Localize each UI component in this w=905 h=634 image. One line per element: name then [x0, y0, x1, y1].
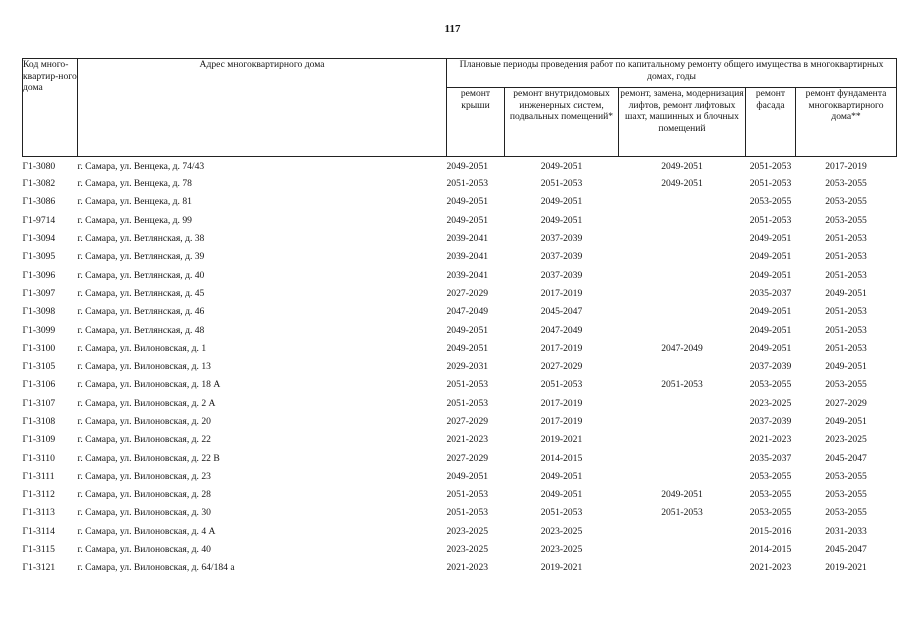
systems-repair-cell: 2017-2019 [540, 416, 583, 427]
facade-repair-cell: 2051-2053 [749, 178, 792, 190]
lift-repair-cell: 2047-2049 [661, 342, 703, 354]
facade-repair-cell: 2053-2055 [749, 379, 792, 391]
roof-repair-cell: 2021-2023 [446, 562, 489, 574]
roof-repair-cell: 2049-2051 [446, 342, 489, 354]
systems-repair-cell: 2049-2051 [540, 214, 583, 226]
facade-repair-cell: 2037-2039 [749, 361, 792, 373]
table-body [23, 157, 897, 578]
lift-repair-cell [619, 211, 746, 229]
lift-repair-cell [619, 266, 746, 284]
facade-repair-cell: 2021-2023 [749, 562, 792, 574]
foundation-repair-cell: 2051-2053 [825, 306, 867, 318]
building-code-cell: Г1-9714 [22, 214, 56, 226]
header-lifts: ремонт, замена, модернизация лифтов, ремонт лифтовых шахт, машинных и блочных помещений [619, 88, 746, 157]
roof-repair-cell: 2027-2029 [446, 287, 489, 299]
building-code-cell: Г1-3097 [22, 287, 56, 299]
foundation-repair-cell: 2051-2053 [825, 251, 867, 263]
address-cell: г. Самара, ул. Ветлянская, д. 40 [77, 269, 205, 281]
roof-repair-cell: 2021-2023 [446, 434, 489, 446]
facade-repair-cell: 2049-2051 [749, 233, 792, 245]
table-row [23, 266, 897, 284]
lift-repair-cell [619, 522, 746, 540]
systems-repair-cell: 2014-2015 [540, 452, 583, 464]
roof-repair-cell: 2051-2053 [446, 178, 489, 190]
facade-repair-cell: 2049-2051 [749, 342, 792, 354]
header-roof: ремонт крыши [447, 88, 505, 157]
table-header [23, 59, 897, 157]
facade-repair-cell: 2051-2053 [749, 214, 792, 226]
lift-repair-cell [619, 358, 746, 376]
foundation-repair-cell: 2017-2019 [825, 160, 867, 172]
lift-repair-cell [619, 431, 746, 449]
table-row [23, 248, 897, 266]
header-address: Адрес многоквартирного дома [78, 59, 447, 157]
lift-repair-cell [619, 394, 746, 412]
lift-repair-cell [619, 468, 746, 486]
address-cell: г. Самара, ул. Венцека, д. 81 [77, 196, 192, 208]
facade-repair-cell: 2049-2051 [749, 306, 792, 318]
roof-repair-cell: 2027-2029 [446, 452, 489, 464]
table-row [23, 522, 897, 540]
building-code-cell: Г1-3112 [22, 489, 55, 501]
table-row [23, 394, 897, 412]
systems-repair-cell: 2019-2021 [540, 562, 583, 574]
systems-repair-cell: 2049-2051 [540, 196, 583, 208]
systems-repair-cell: 2045-2047 [540, 306, 583, 318]
table-row [23, 175, 897, 193]
address-cell: г. Самара, ул. Ветлянская, д. 39 [77, 251, 205, 263]
lift-repair-cell [619, 541, 746, 559]
systems-repair-cell: 2027-2029 [540, 361, 583, 373]
foundation-repair-cell: 2045-2047 [825, 544, 867, 556]
roof-repair-cell: 2039-2041 [446, 233, 489, 245]
address-cell: г. Самара, ул. Вилоновская, д. 22 В [77, 452, 220, 464]
address-cell: г. Самара, ул. Венцека, д. 78 [77, 178, 192, 190]
lift-repair-cell: 2051-2053 [661, 507, 703, 519]
address-cell: г. Самара, ул. Вилоновская, д. 30 [77, 507, 211, 519]
lift-repair-cell [619, 413, 746, 431]
roof-repair-cell: 2051-2053 [446, 397, 489, 409]
table-row [23, 321, 897, 339]
foundation-repair-cell: 2051-2053 [825, 233, 867, 245]
building-code-cell: Г1-3099 [22, 324, 56, 336]
lift-repair-cell [619, 559, 746, 577]
table-row [23, 285, 897, 303]
lift-repair-cell [619, 449, 746, 467]
building-code-cell: Г1-3096 [22, 269, 56, 281]
facade-repair-cell: 2035-2037 [749, 452, 792, 464]
foundation-repair-cell: 2053-2055 [825, 379, 867, 391]
header-periods: Плановые периоды проведения работ по капитальному ремонту общего имущества в многоквартирных домах, годы [447, 59, 897, 88]
building-code-cell: Г1-3109 [22, 434, 56, 446]
foundation-repair-cell: 2053-2055 [825, 470, 867, 482]
roof-repair-cell: 2051-2053 [446, 507, 489, 519]
address-cell: г. Самара, ул. Вилоновская, д. 40 [77, 544, 211, 556]
header-code: Код много-квартир-ного дома [23, 59, 78, 157]
header-foundation: ремонт фундамента многоквартирного дома** [796, 88, 897, 157]
facade-repair-cell: 2015-2016 [749, 525, 792, 537]
address-cell: г. Самара, ул. Ветлянская, д. 38 [77, 233, 205, 245]
foundation-repair-cell: 2023-2025 [825, 434, 867, 446]
table-row [23, 339, 897, 357]
lift-repair-cell [619, 303, 746, 321]
address-cell: г. Самара, ул. Венцека, д. 99 [77, 214, 192, 226]
table-row [23, 358, 897, 376]
address-cell: г. Самара, ул. Вилоновская, д. 23 [77, 470, 211, 482]
systems-repair-cell: 2049-2051 [540, 489, 583, 501]
lift-repair-cell: 2049-2051 [661, 178, 703, 190]
lift-repair-cell: 2051-2053 [661, 379, 703, 391]
lift-repair-cell [619, 230, 746, 248]
building-code-cell: Г1-3113 [22, 507, 55, 519]
foundation-repair-cell: 2049-2051 [825, 287, 867, 299]
table-row [23, 431, 897, 449]
roof-repair-cell: 2049-2051 [446, 160, 489, 172]
foundation-repair-cell: 2053-2055 [825, 507, 867, 519]
systems-repair-cell: 2051-2053 [540, 507, 583, 519]
roof-repair-cell: 2039-2041 [446, 269, 489, 281]
roof-repair-cell: 2027-2029 [446, 416, 489, 427]
foundation-repair-cell: 2051-2053 [825, 342, 867, 354]
address-cell: г. Самара, ул. Вилоновская, д. 22 [77, 434, 211, 446]
roof-repair-cell: 2051-2053 [446, 379, 489, 391]
systems-repair-cell: 2023-2025 [540, 525, 583, 537]
address-cell: г. Самара, ул. Вилоновская, д. 13 [77, 361, 211, 373]
header-systems: ремонт внутридомовых инженерных систем, подвальных помещений* [505, 88, 619, 157]
lift-repair-cell [619, 193, 746, 211]
foundation-repair-cell: 2049-2051 [825, 361, 867, 373]
foundation-repair-cell: 2053-2055 [825, 196, 867, 208]
facade-repair-cell: 2053-2055 [749, 489, 792, 501]
facade-repair-cell: 2014-2015 [749, 544, 792, 556]
table-row [23, 541, 897, 559]
facade-repair-cell: 2051-2053 [749, 160, 792, 172]
building-code-cell: Г1-3115 [22, 544, 55, 556]
address-cell: г. Самара, ул. Вилоновская, д. 4 А [77, 525, 216, 537]
facade-repair-cell: 2053-2055 [749, 470, 792, 482]
table-row [23, 376, 897, 394]
roof-repair-cell: 2049-2051 [446, 196, 489, 208]
building-code-cell: Г1-3094 [22, 233, 56, 245]
lift-repair-cell: 2049-2051 [661, 160, 703, 172]
facade-repair-cell: 2049-2051 [749, 269, 792, 281]
address-cell: г. Самара, ул. Вилоновская, д. 20 [77, 416, 211, 427]
roof-repair-cell: 2051-2053 [446, 489, 489, 501]
lift-repair-cell: 2049-2051 [661, 489, 703, 501]
foundation-repair-cell: 2027-2029 [825, 397, 867, 409]
address-cell: г. Самара, ул. Вилоновская, д. 2 А [77, 397, 216, 409]
foundation-repair-cell: 2053-2055 [825, 178, 867, 190]
table-row [23, 211, 897, 229]
roof-repair-cell: 2049-2051 [446, 324, 489, 336]
systems-repair-cell: 2037-2039 [540, 233, 583, 245]
lift-repair-cell [619, 248, 746, 266]
foundation-repair-cell: 2053-2055 [825, 489, 867, 501]
building-code-cell: Г1-3098 [22, 306, 56, 318]
address-cell: г. Самара, ул. Ветлянская, д. 45 [77, 287, 205, 299]
systems-repair-cell: 2049-2051 [540, 160, 583, 172]
building-code-cell: Г1-3110 [22, 452, 55, 464]
building-code-cell: Г1-3095 [22, 251, 56, 263]
table-row [23, 157, 897, 175]
building-code-cell: Г1-3111 [22, 470, 55, 482]
table-row [23, 303, 897, 321]
foundation-repair-cell: 2051-2053 [825, 269, 867, 281]
foundation-repair-cell: 2045-2047 [825, 452, 867, 464]
systems-repair-cell: 2051-2053 [540, 379, 583, 391]
address-cell: г. Самара, ул. Венцека, д. 74/43 [77, 160, 205, 172]
roof-repair-cell: 2049-2051 [446, 470, 489, 482]
roof-repair-cell: 2049-2051 [446, 214, 489, 226]
address-cell: г. Самара, ул. Вилоновская, д. 18 А [77, 379, 221, 391]
lift-repair-cell [619, 321, 746, 339]
foundation-repair-cell: 2019-2021 [825, 562, 867, 574]
table-row [23, 193, 897, 211]
building-code-cell: Г1-3080 [22, 160, 56, 172]
systems-repair-cell: 2023-2025 [540, 544, 583, 556]
building-code-cell: Г1-3106 [22, 379, 56, 391]
foundation-repair-cell: 2049-2051 [825, 416, 867, 427]
address-cell: г. Самара, ул. Ветлянская, д. 46 [77, 306, 205, 318]
systems-repair-cell: 2019-2021 [540, 434, 583, 446]
building-code-cell: Г1-3114 [22, 525, 55, 537]
facade-repair-cell: 2049-2051 [749, 324, 792, 336]
repair-plan-table [22, 58, 897, 577]
building-code-cell: Г1-3100 [22, 342, 56, 354]
systems-repair-cell: 2047-2049 [540, 324, 583, 336]
foundation-repair-cell: 2031-2033 [825, 525, 867, 537]
building-code-cell: Г1-3105 [22, 361, 56, 373]
table-row [23, 486, 897, 504]
roof-repair-cell: 2023-2025 [446, 544, 489, 556]
roof-repair-cell: 2023-2025 [446, 525, 489, 537]
table-row [23, 468, 897, 486]
systems-repair-cell: 2017-2019 [540, 287, 583, 299]
table-row [23, 230, 897, 248]
systems-repair-cell: 2037-2039 [540, 269, 583, 281]
systems-repair-cell: 2017-2019 [540, 397, 583, 409]
building-code-cell: Г1-3108 [22, 416, 56, 427]
systems-repair-cell: 2049-2051 [540, 470, 583, 482]
building-code-cell: Г1-3082 [22, 178, 56, 190]
facade-repair-cell: 2053-2055 [749, 507, 792, 519]
systems-repair-cell: 2017-2019 [540, 342, 583, 354]
systems-repair-cell: 2037-2039 [540, 251, 583, 263]
facade-repair-cell: 2037-2039 [749, 416, 792, 427]
facade-repair-cell: 2035-2037 [749, 287, 792, 299]
table-row [23, 559, 897, 577]
facade-repair-cell: 2021-2023 [749, 434, 792, 446]
header-facade: ремонт фасада [746, 88, 796, 157]
address-cell: г. Самара, ул. Вилоновская, д. 64/184 а [77, 562, 235, 574]
foundation-repair-cell: 2051-2053 [825, 324, 867, 336]
building-code-cell: Г1-3107 [22, 397, 56, 409]
systems-repair-cell: 2051-2053 [540, 178, 583, 190]
address-cell: г. Самара, ул. Вилоновская, д. 28 [77, 489, 211, 501]
address-cell: г. Самара, ул. Ветлянская, д. 48 [77, 324, 205, 336]
building-code-cell: Г1-3086 [22, 196, 56, 208]
page-number: 117 [444, 23, 461, 35]
roof-repair-cell: 2047-2049 [446, 306, 489, 318]
table-row [23, 449, 897, 467]
roof-repair-cell: 2039-2041 [446, 251, 489, 263]
lift-repair-cell [619, 285, 746, 303]
foundation-repair-cell: 2053-2055 [825, 214, 867, 226]
facade-repair-cell: 2053-2055 [749, 196, 792, 208]
table-row [23, 504, 897, 522]
table-row [23, 413, 897, 431]
facade-repair-cell: 2049-2051 [749, 251, 792, 263]
roof-repair-cell: 2029-2031 [446, 361, 489, 373]
building-code-cell: Г1-3121 [22, 562, 56, 574]
address-cell: г. Самара, ул. Вилоновская, д. 1 [77, 342, 207, 354]
facade-repair-cell: 2023-2025 [749, 397, 792, 409]
